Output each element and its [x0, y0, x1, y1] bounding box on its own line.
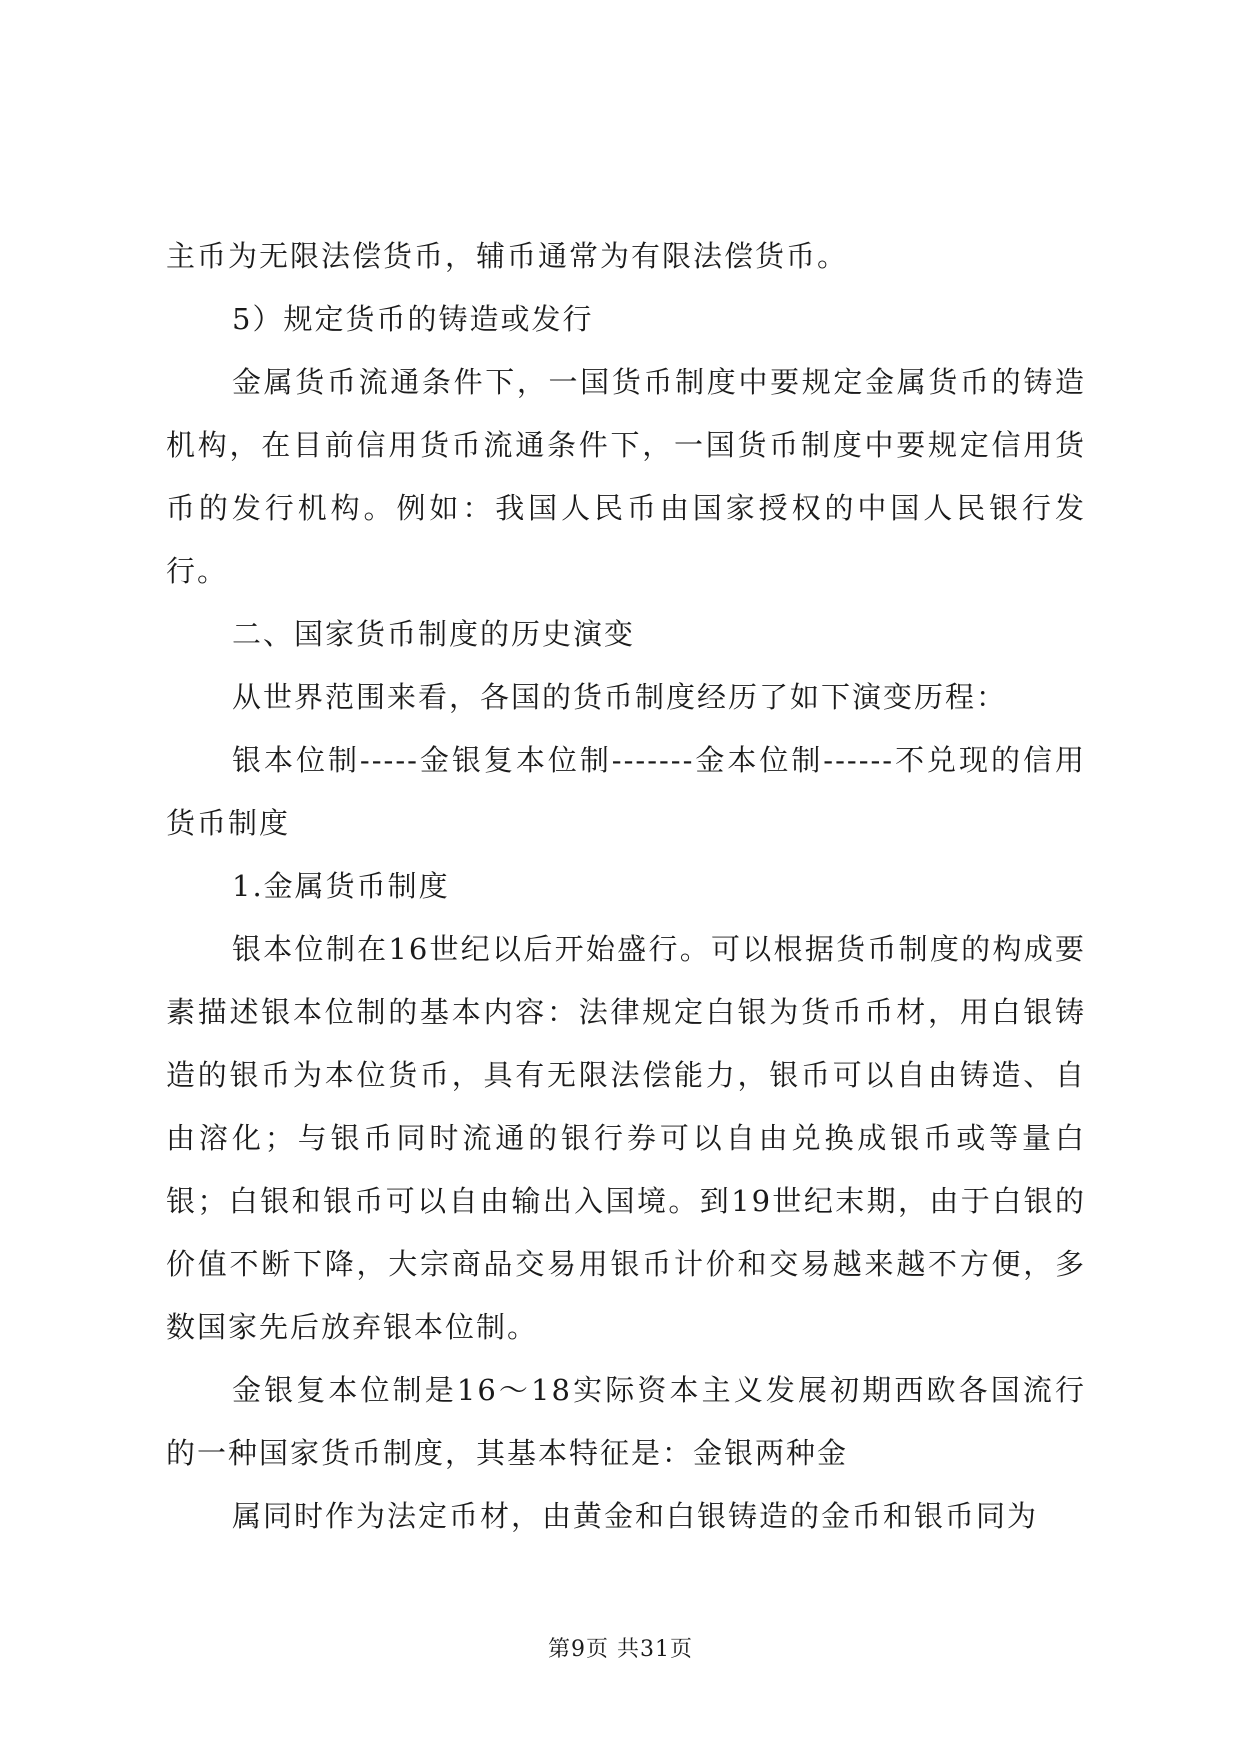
- paragraph: 属同时作为法定币材，由黄金和白银铸造的金币和银币同为: [232, 1499, 1039, 1533]
- section-heading: 二、国家货币制度的历史演变: [232, 617, 636, 651]
- paragraph: 金属货币流通条件下，一国货币制度中要规定金属货币的铸造机构，在目前信用货币流通条件下，一国货币制度中要规定信用货币的发行机构。例如：我国人民币由国家授权的中国人民银行发行。: [166, 365, 1086, 588]
- paragraph: 主币为无限法偿货币，辅币通常为有限法偿货币。: [166, 239, 849, 273]
- paragraph: 金银复本位制是16～18实际资本主义发展初期西欧各国流行的一种国家货币制度，其基本特征是：金银两种金: [166, 1373, 1086, 1470]
- paragraph: 从世界范围来看，各国的货币制度经历了如下演变历程：: [232, 680, 1008, 714]
- subsection-heading: 1.金属货币制度: [232, 869, 450, 903]
- page-number-footer: 第9页 共31页: [548, 1637, 693, 1662]
- paragraph: 5）规定货币的铸造或发行: [232, 302, 594, 336]
- document-body: [166, 225, 1086, 1548]
- paragraph: 银本位制在16世纪以后开始盛行。可以根据货币制度的构成要素描述银本位制的基本内容：法律规定白银为货币币材，用白银铸造的银币为本位货币，具有无限法偿能力，银币可以自由铸造、自由溶化；与银币同时流通的银行券可以自由兑换成银币或等量白银；白银和银币可以自由输出入国境。到19世纪末期，由于白银的价值不断下降，大宗商品交易用银币计价和交易越来越不方便，多数国家先后放弃银本位制。: [166, 932, 1086, 1344]
- paragraph: 银本位制-----金银复本位制-------金本位制------不兑现的信用货币制度: [166, 743, 1086, 840]
